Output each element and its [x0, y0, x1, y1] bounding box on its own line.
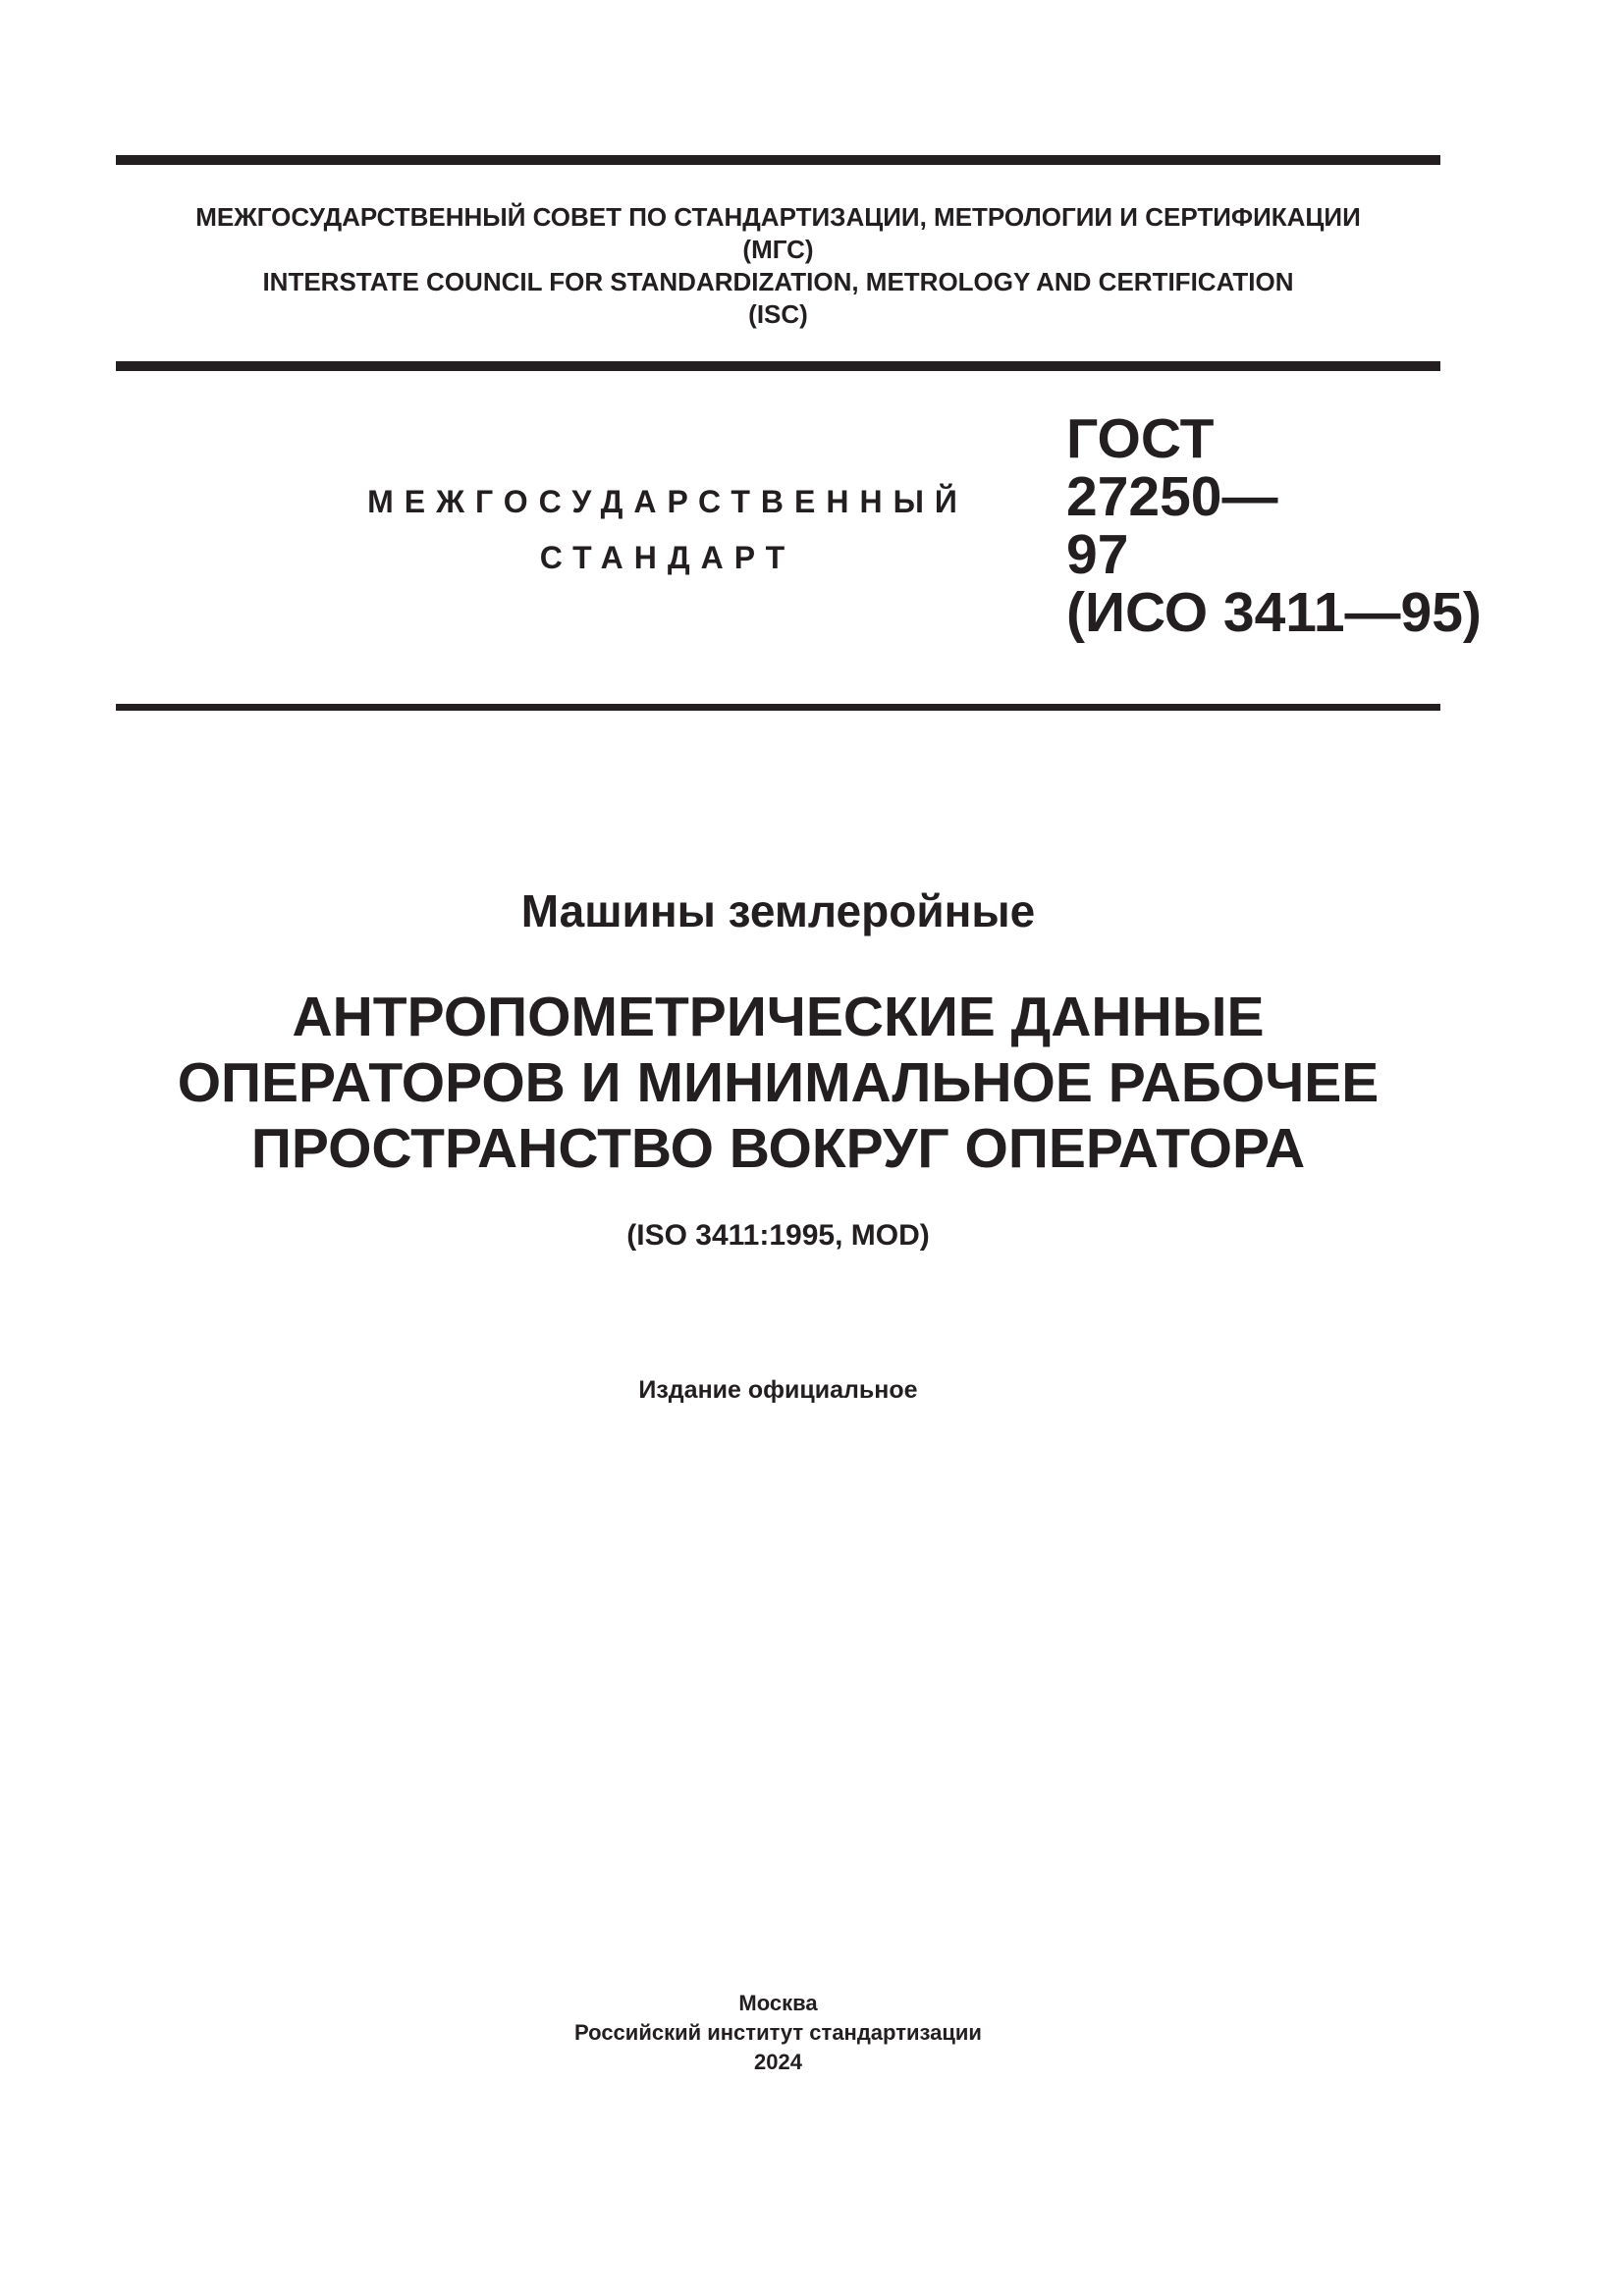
- middle-rule: [116, 361, 1440, 371]
- designation-line3: 97: [1066, 523, 1129, 586]
- council-en-abbr: (ISC): [748, 299, 808, 329]
- designation-line1: ГОСТ: [1066, 407, 1215, 470]
- top-rule: [116, 155, 1440, 165]
- designation-line4: (ИСО 3411—95): [1066, 581, 1482, 644]
- council-header: [116, 201, 1440, 331]
- imprint-year: 2024: [754, 2050, 802, 2074]
- imprint: [116, 1989, 1440, 2077]
- standard-type-line2: СТАНДАРТ: [539, 540, 796, 575]
- designation-line2: 27250—: [1066, 465, 1278, 528]
- title-line1: АНТРОПОМЕТРИЧЕСКИЕ ДАННЫЕ: [292, 986, 1265, 1048]
- iso-reference: (ISO 3411:1995, MOD): [626, 1219, 930, 1252]
- title-line2: ОПЕРАТОРОВ И МИНИМАЛЬНОЕ РАБОЧЕЕ: [177, 1051, 1380, 1114]
- imprint-publisher: Российский институт стандартизации: [574, 2020, 982, 2045]
- bottom-rule: [116, 704, 1440, 711]
- standard-type-line1: МЕЖГОСУДАРСТВЕННЫЙ: [367, 484, 968, 519]
- document-subtitle: Машины землеройные: [520, 885, 1036, 936]
- standard-type: [324, 474, 1011, 586]
- document-title: [116, 985, 1440, 1182]
- council-ru-name: МЕЖГОСУДАРСТВЕННЫЙ СОВЕТ ПО СТАНДАРТИЗАЦИИ, МЕТРОЛОГИИ И СЕРТИФИКАЦИИ: [195, 202, 1361, 232]
- imprint-city: Москва: [738, 1991, 818, 2015]
- council-ru-abbr: (МГС): [742, 235, 814, 264]
- standard-designation: [1066, 407, 1482, 644]
- council-en-name: INTERSTATE COUNCIL FOR STANDARDIZATION, METROLOGY AND CERTIFICATION: [262, 267, 1294, 296]
- title-line3: ПРОСТРАНСТВО ВОКРУГ ОПЕРАТОРА: [250, 1117, 1306, 1180]
- edition-note: Издание официальное: [638, 1376, 918, 1404]
